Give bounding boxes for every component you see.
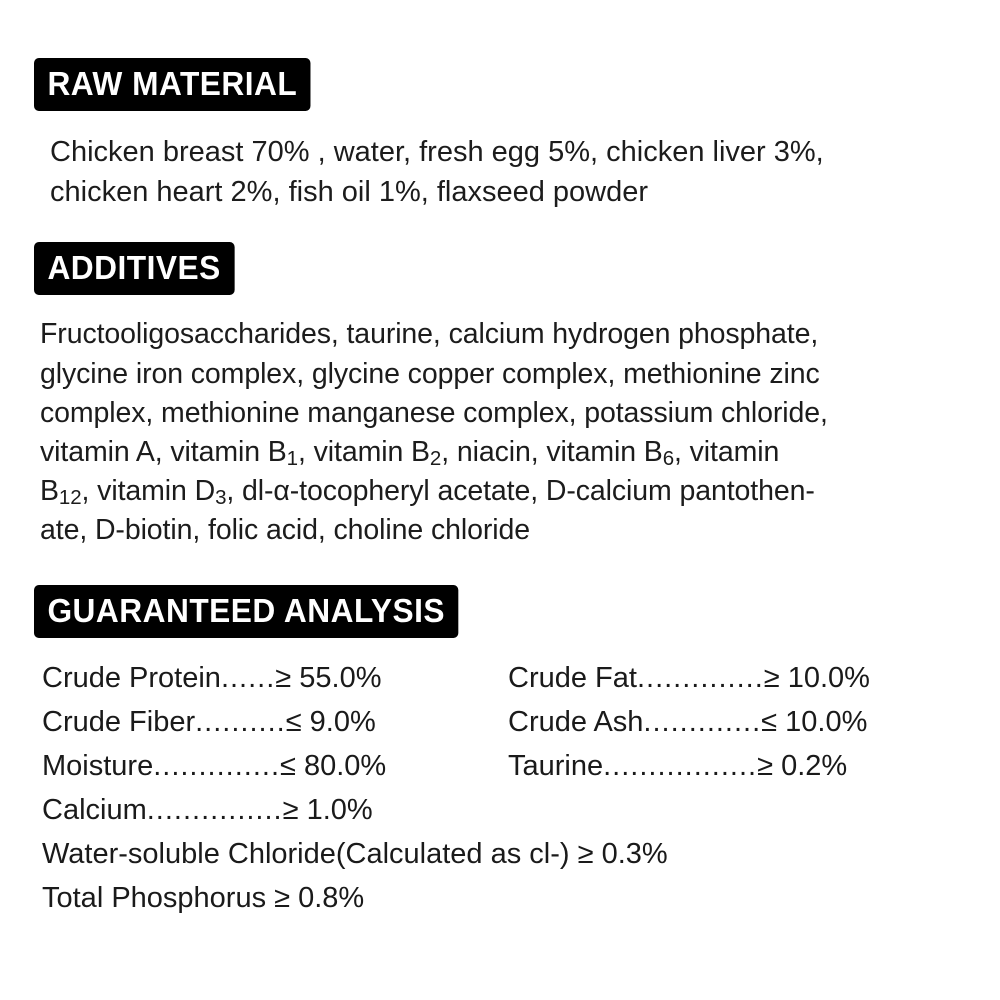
analysis-column-right — [508, 656, 966, 788]
analysis-nutrient-value: ≥ 1.0% — [282, 793, 373, 826]
additives-line-4-part-1: vitamin A, vitamin B — [40, 436, 287, 468]
additives-line-5-sub-1: 12 — [58, 486, 82, 510]
analysis-nutrient-name: Taurine — [508, 749, 604, 782]
analysis-column-left — [42, 656, 508, 832]
guaranteed-analysis-heading-wrap — [34, 585, 966, 638]
analysis-columns — [42, 656, 966, 832]
additives-line-4-sub-3: 6 — [662, 447, 674, 470]
additives-line-2: glycine iron complex, glycine copper complex, methionine zinc — [40, 357, 820, 390]
analysis-row — [42, 656, 508, 700]
leader-dots: .............. — [636, 661, 764, 694]
additives-line-5-sub-2: 3 — [215, 486, 227, 510]
analysis-row-wide: Total Phosphorus ≥ 0.8% — [42, 881, 365, 914]
additives-line-5-part-2: , vitamin D — [81, 475, 216, 508]
analysis-nutrient-name: Crude Fiber — [42, 705, 196, 738]
additives-line-5-part-1: B — [40, 475, 59, 508]
analysis-nutrient-name: Crude Ash — [508, 705, 644, 738]
additives-line-4-part-2: , vitamin B — [297, 436, 430, 468]
additives-line-4-sub-1: 1 — [286, 447, 298, 470]
additives-line-5-part-3: , dl-α-tocopheryl acetate, D-calcium pantothen- — [226, 475, 815, 508]
additives-line-4-part-4: , vitamin — [674, 436, 780, 468]
leader-dots: ...... — [220, 661, 276, 694]
additives-line-6: ate, D-biotin, folic acid, choline chloride — [40, 514, 530, 547]
analysis-nutrient-value: ≥ 10.0% — [763, 661, 870, 694]
analysis-row — [42, 700, 508, 744]
guaranteed-analysis-table — [34, 656, 966, 920]
leader-dots: ............. — [643, 705, 762, 738]
additives-line-4 — [40, 433, 966, 472]
analysis-nutrient-value: ≤ 9.0% — [285, 705, 376, 738]
analysis-nutrient-value: ≤ 80.0% — [280, 749, 387, 782]
analysis-nutrient-value: ≥ 0.2% — [757, 749, 848, 782]
leader-dots: .............. — [153, 749, 281, 782]
guaranteed-analysis-heading: GUARANTEED ANALYSIS — [34, 585, 458, 638]
analysis-row — [508, 656, 966, 700]
guaranteed-analysis-section — [34, 585, 966, 920]
raw-material-line-1: Chicken breast 70% , water, fresh egg 5%, chicken liver 3%, — [50, 136, 824, 168]
leader-dots: .......... — [195, 705, 286, 738]
additives-heading-wrap — [34, 242, 966, 295]
raw-material-text — [34, 133, 966, 212]
leader-dots: ............... — [146, 793, 283, 826]
analysis-nutrient-value: ≤ 10.0% — [761, 705, 868, 738]
additives-line-3: complex, methionine manganese complex, potassium chloride, — [40, 396, 828, 429]
additives-line-4-part-3: , niacin, vitamin B — [441, 436, 663, 468]
analysis-nutrient-name: Crude Protein — [42, 661, 221, 694]
additives-line-1: Fructooligosaccharides, taurine, calcium hydrogen phosphate, — [40, 318, 819, 351]
additives-line-5 — [40, 472, 966, 511]
analysis-row — [42, 744, 508, 788]
analysis-row — [42, 788, 508, 832]
analysis-nutrient-name: Crude Fat — [508, 661, 637, 694]
analysis-nutrient-name: Calcium — [42, 793, 147, 826]
analysis-nutrient-name: Moisture — [42, 749, 154, 782]
analysis-row-wide: Water-soluble Chloride(Calculated as cl-) ≥ 0.3% — [42, 837, 668, 870]
analysis-nutrient-value: ≥ 55.0% — [275, 661, 382, 694]
analysis-row — [508, 744, 966, 788]
raw-material-line-2: chicken heart 2%, fish oil 1%, flaxseed powder — [50, 175, 649, 208]
leader-dots: ................. — [603, 749, 758, 782]
raw-material-section — [34, 58, 966, 212]
additives-text — [34, 315, 966, 550]
additives-heading: ADDITIVES — [34, 242, 234, 295]
additives-line-4-sub-2: 2 — [429, 447, 442, 470]
raw-material-heading: RAW MATERIAL — [34, 58, 311, 111]
analysis-row — [508, 700, 966, 744]
additives-section — [34, 242, 966, 550]
